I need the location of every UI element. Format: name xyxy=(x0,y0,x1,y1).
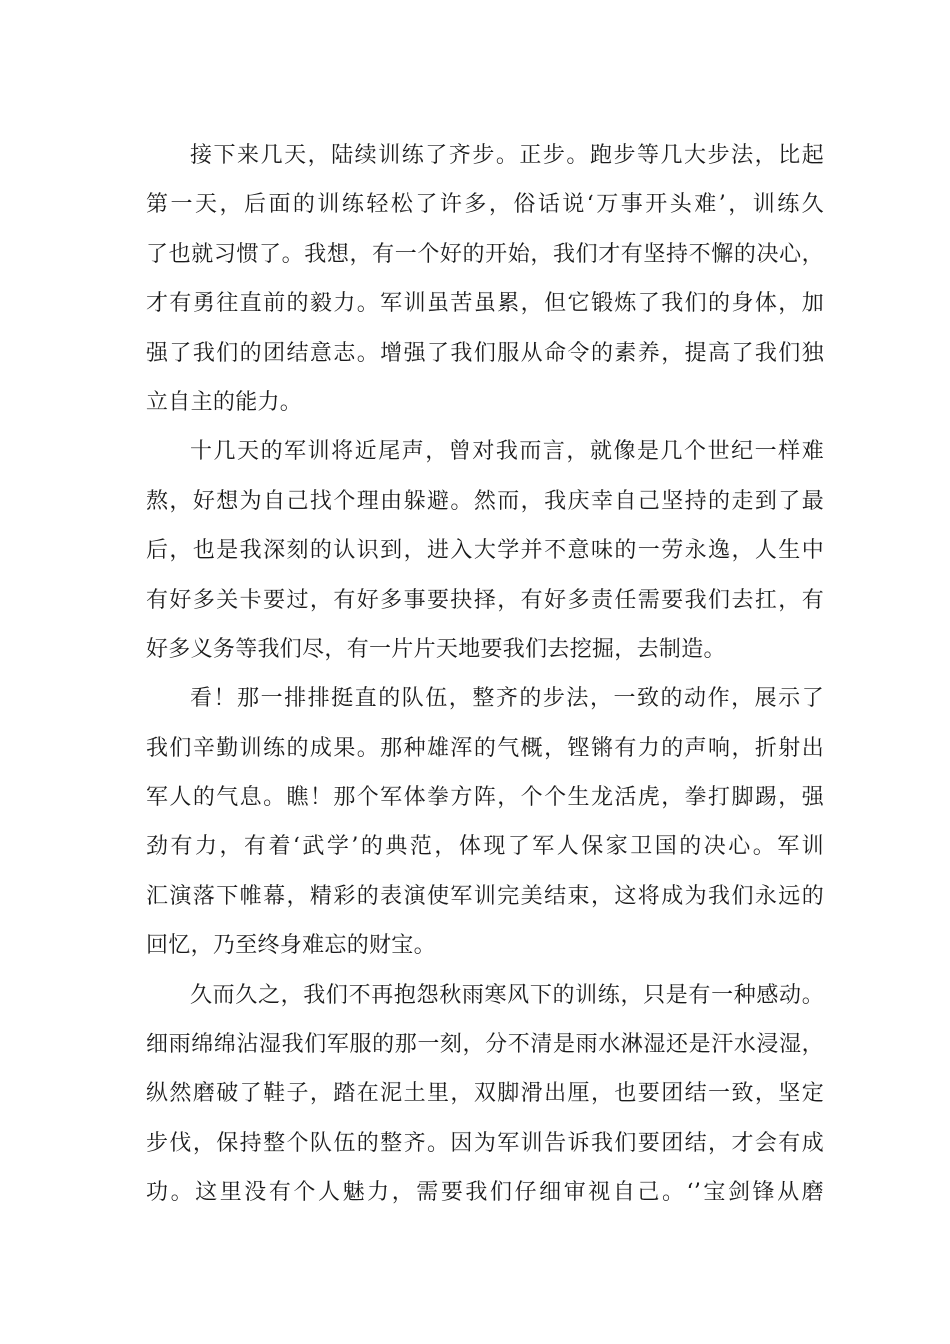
text-line: 我们辛勤训练的成果。那种雄浑的气概，铿锵有力的声响，折射出 xyxy=(146,735,824,761)
text-line: 接下来几天，陆续训练了齐步。正步。跑步等几大步法，比起 xyxy=(190,143,824,168)
text-line: 纵然磨破了鞋子，踏在泥土里，双脚滑出厘，也要团结一致，坚定 xyxy=(146,1081,824,1107)
text-line: 劲有力，有着‘武学’的典范，体现了军人保家卫国的决心。军训 xyxy=(146,834,824,860)
paragraph-2 xyxy=(146,427,824,674)
text-line: 有好多关卡要过，有好多事要抉择，有好多责任需要我们去扛，有 xyxy=(146,587,824,613)
text-line: 才有勇往直前的毅力。军训虽苦虽累，但它锻炼了我们的身体，加 xyxy=(146,291,824,317)
text-line: 立自主的能力。 xyxy=(146,389,303,415)
text-line: 军人的气息。瞧！那个军体拳方阵，个个生龙活虎，拳打脚踢，强 xyxy=(146,785,824,811)
text-line: 功。这里没有个人魅力，需要我们仔细审视自己。‘’宝剑锋从磨 xyxy=(146,1180,824,1206)
text-line: 步伐，保持整个队伍的整齐。因为军训告诉我们要团结，才会有成 xyxy=(146,1130,824,1156)
text-line: 十几天的军训将近尾声，曾对我而言，就像是几个世纪一样难 xyxy=(190,439,824,465)
text-line: 好多义务等我们尽，有一片片天地要我们去挖掘，去制造。 xyxy=(146,636,726,662)
text-line: 了也就习惯了。我想，有一个好的开始，我们才有坚持不懈的决心， xyxy=(146,241,824,267)
paragraph-1 xyxy=(146,131,824,427)
text-line: 久而久之，我们不再抱怨秋雨寒风下的训练，只是有一种感动。 xyxy=(190,982,824,1008)
paragraph-3 xyxy=(146,674,824,970)
paragraph-4 xyxy=(146,971,824,1218)
text-line: 汇演落下帷幕，精彩的表演使军训完美结束，这将成为我们永远的 xyxy=(146,883,824,909)
text-line: 第一天，后面的训练轻松了许多，俗话说‘万事开头难’，训练久 xyxy=(146,192,824,218)
text-line: 熬，好想为自己找个理由躲避。然而，我庆幸自己坚持的走到了最 xyxy=(146,488,824,514)
document-body xyxy=(146,131,824,1218)
text-line: 后，也是我深刻的认识到，进入大学并不意味的一劳永逸，人生中 xyxy=(146,538,824,564)
text-line: 强了我们的团结意志。增强了我们服从命令的素养，提高了我们独 xyxy=(146,340,824,366)
text-line: 细雨绵绵沾湿我们军服的那一刻，分不清是雨水淋湿还是汗水浸湿， xyxy=(146,1032,824,1058)
text-line: 回忆，乃至终身难忘的财宝。 xyxy=(146,933,436,959)
text-line: 看！那一排排挺直的队伍，整齐的步法，一致的动作，展示了 xyxy=(190,686,824,712)
